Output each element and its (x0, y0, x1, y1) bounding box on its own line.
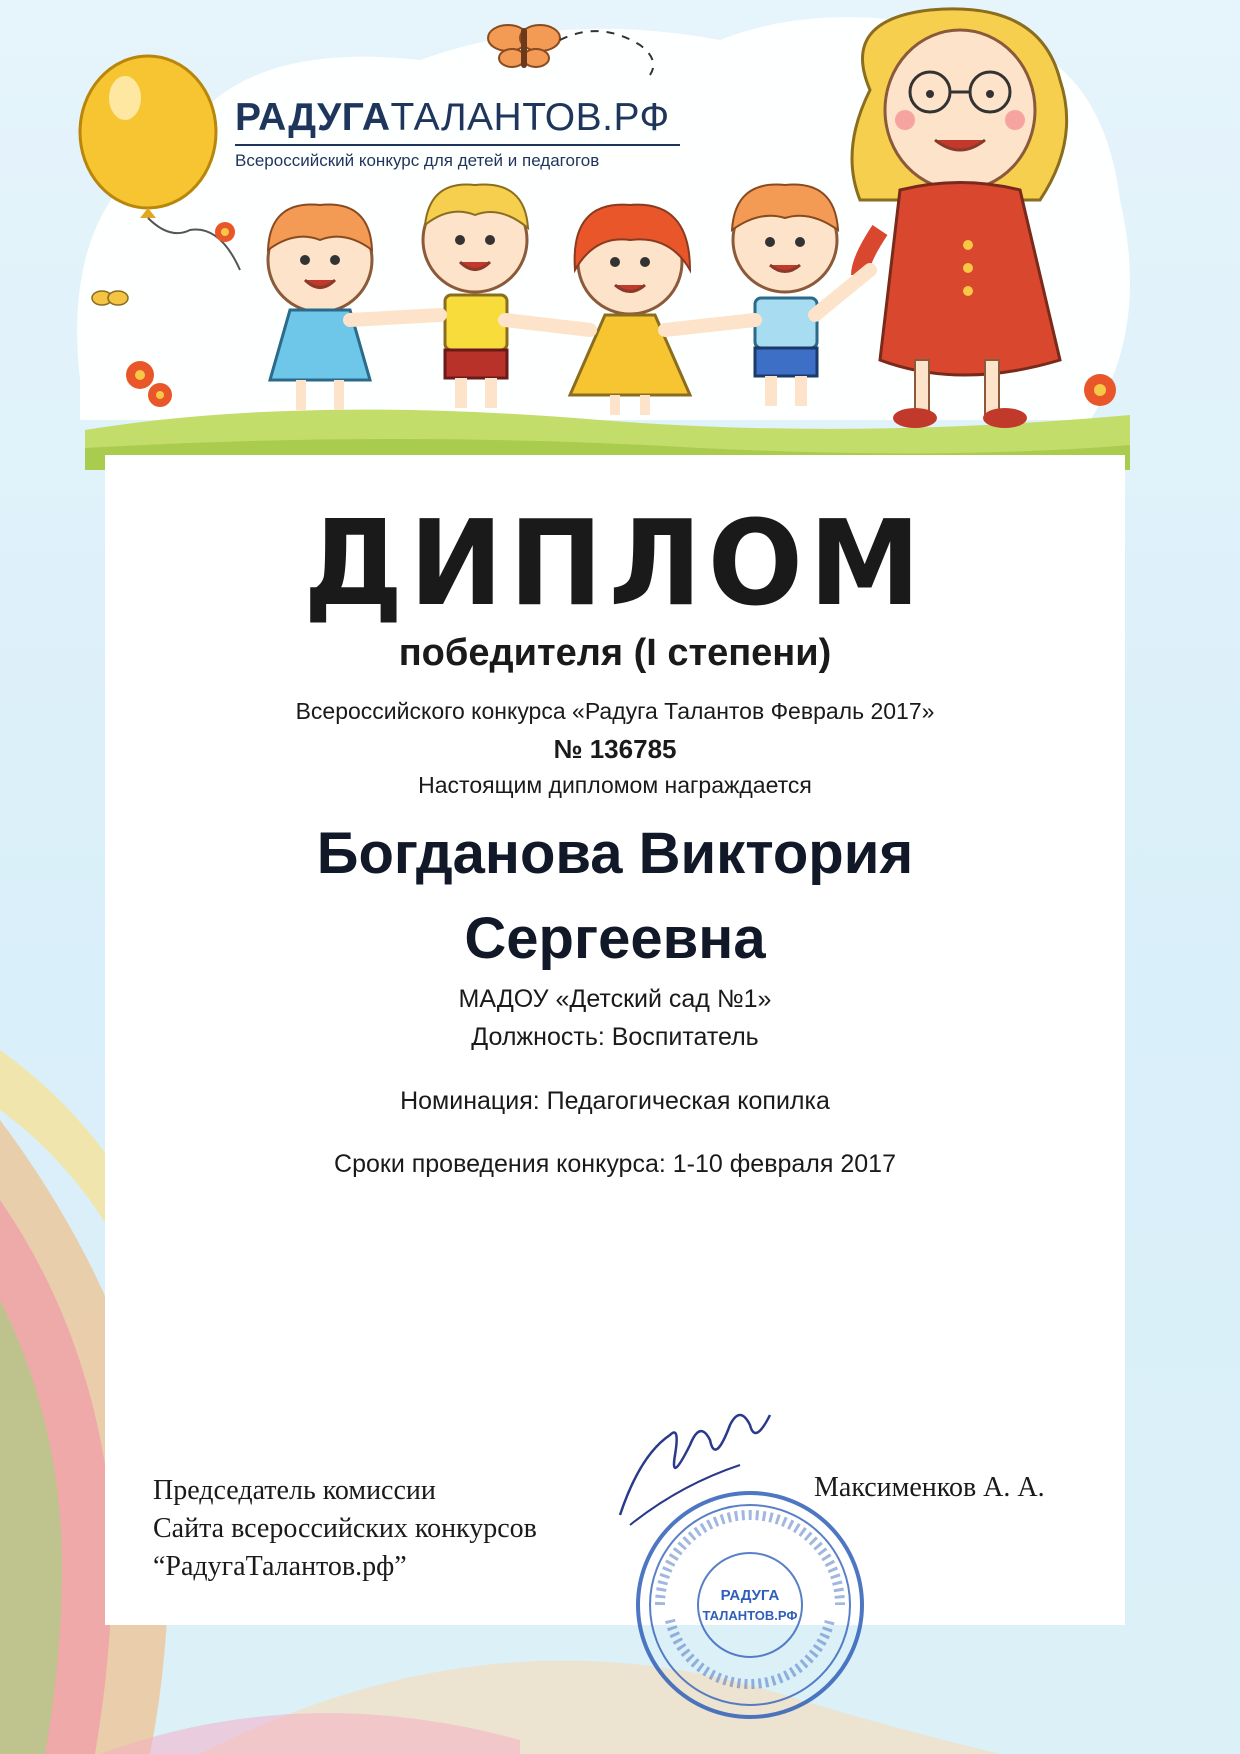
stamp-text-line1: РАДУГА (720, 1587, 780, 1604)
logo-brand-part2: ТАЛАНТОВ.РФ (390, 96, 670, 139)
organization: МАДОУ «Детский сад №1» (458, 985, 772, 1013)
recipient-name-line2: Сергеевна (464, 906, 766, 971)
logo-subtitle: Всероссийский конкурс для детей и педагогов (235, 151, 600, 170)
contest-dates: Сроки проведения конкурса: 1-10 февраля 2017 (334, 1150, 896, 1178)
diploma-number: № 136785 (553, 734, 677, 764)
site-logo (235, 96, 670, 140)
signature-caption-line3: “РадугаТалантов.рф” (153, 1551, 407, 1582)
diploma-title: ДИПЛОМ (303, 495, 927, 633)
butterfly-left (92, 291, 128, 305)
flower-kid (215, 222, 235, 242)
signature-caption (153, 1472, 537, 1586)
signature-caption-line1: Председатель комиссии (153, 1475, 436, 1506)
handwritten-signature (600, 1395, 790, 1535)
contest-name: Всероссийского конкурса «Радуга Талантов Февраль 2017» (295, 698, 935, 724)
flower-right (1084, 374, 1116, 406)
logo-divider (235, 144, 680, 146)
recipient-name-line1: Богданова Виктория (316, 821, 914, 886)
awarded-text: Настоящим дипломом награждается (418, 772, 812, 798)
signer-name: Максименков А. А. (814, 1472, 1045, 1503)
stamp-text-line2: ТАЛАНТОВ.РФ (702, 1608, 798, 1623)
nomination: Номинация: Педагогическая копилка (400, 1087, 830, 1115)
balloon (80, 56, 216, 208)
diploma-subtitle: победителя (I степени) (398, 632, 832, 674)
signature-caption-line2: Сайта всероссийских конкурсов (153, 1513, 537, 1544)
logo-brand-part1: РАДУГА (235, 96, 391, 139)
position: Должность: Воспитатель (471, 1023, 759, 1051)
